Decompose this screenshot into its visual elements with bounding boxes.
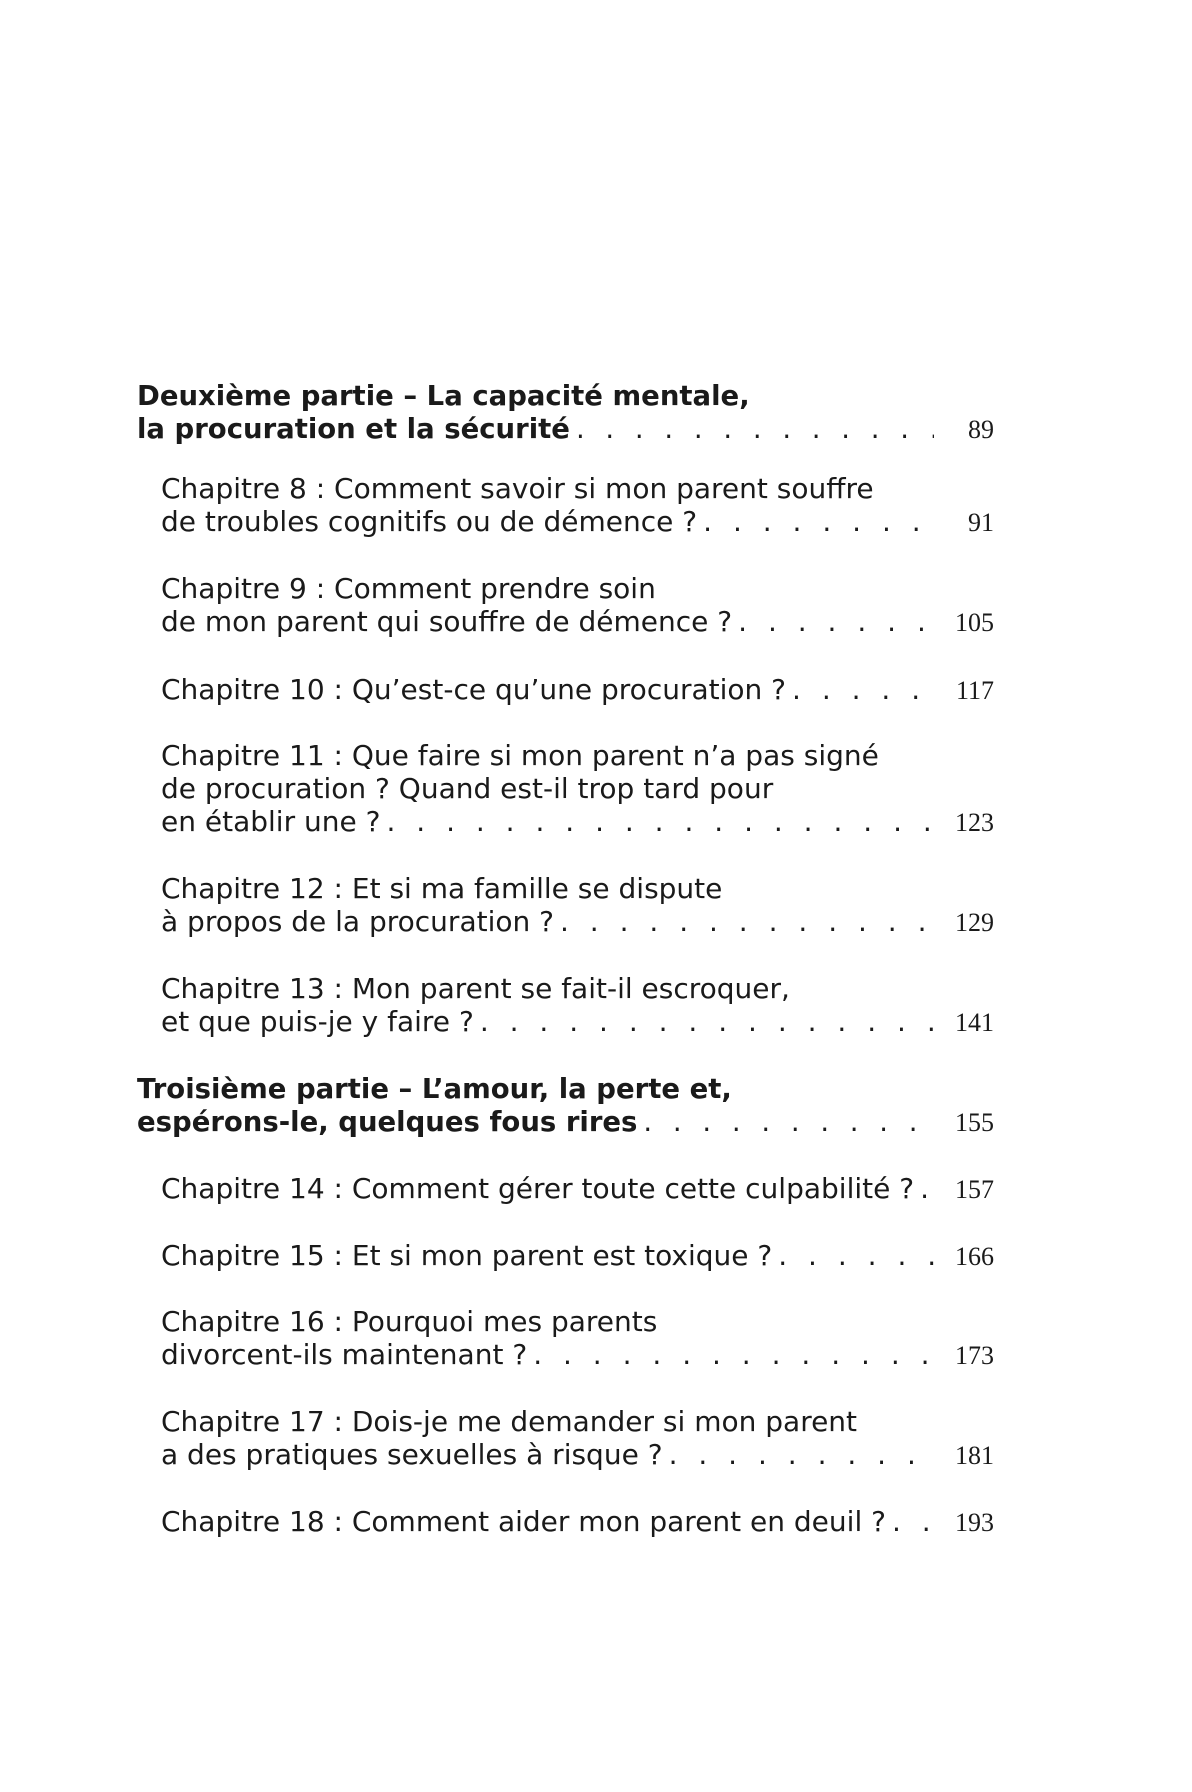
toc-page-number: 166 — [955, 1242, 994, 1271]
toc-entry-last-line — [137, 411, 994, 447]
toc-entry-last-line — [137, 1104, 994, 1140]
toc-entry-last-line — [161, 1171, 994, 1207]
toc-entry-line: Troisième partie – L’amour, la perte et, — [137, 1073, 732, 1105]
toc-entry-line: espérons-le, quelques fous rires — [137, 1106, 638, 1138]
toc-page-number: 117 — [955, 676, 994, 705]
toc-entry-line: Chapitre 16 : Pourquoi mes parents — [161, 1305, 658, 1338]
toc-entry-line: de mon parent qui souffre de démence ? — [161, 605, 733, 638]
toc-entry-last-line — [161, 1337, 994, 1373]
toc-entry-last-line — [161, 1238, 994, 1274]
toc-page-number: 141 — [955, 1008, 994, 1037]
toc-page-number: 91 — [968, 508, 994, 537]
toc-entry-last-line — [161, 804, 994, 840]
dot-leader — [792, 672, 934, 708]
toc-entry-last-line — [161, 1504, 994, 1540]
toc-entry-line: Chapitre 10 : Qu’est-ce qu’une procuration ? — [161, 673, 787, 706]
toc-page-number: 89 — [968, 415, 994, 444]
toc-page-number: 157 — [955, 1175, 994, 1204]
toc-entry-last-line — [161, 1437, 994, 1473]
toc-entry-last-line — [161, 904, 994, 940]
toc-entry-line: Deuxième partie – La capacité mentale, — [137, 380, 750, 412]
dot-leader — [703, 504, 934, 540]
toc-entry-line: Chapitre 17 : Dois-je me demander si mon parent — [161, 1405, 858, 1438]
toc-entry-last-line — [161, 672, 994, 708]
toc-entry-line: Chapitre 11 : Que faire si mon parent n’a pas signé — [161, 739, 879, 772]
toc-page-number: 155 — [955, 1108, 994, 1137]
toc-entry-line: Chapitre 9 : Comment prendre soin — [161, 572, 656, 605]
toc-entry-line: Chapitre 8 : Comment savoir si mon parent souffre — [161, 472, 874, 505]
dot-leader — [920, 1171, 934, 1207]
toc-entry-line: Chapitre 15 : Et si mon parent est toxique ? — [161, 1239, 773, 1272]
toc-entry-line: Chapitre 18 : Comment aider mon parent en deuil ? — [161, 1505, 886, 1538]
toc-page-number: 129 — [955, 908, 994, 937]
toc-page-number: 181 — [955, 1441, 994, 1470]
dot-leader — [576, 411, 934, 447]
toc-page-number: 193 — [955, 1508, 994, 1537]
toc-entry-line: de troubles cognitifs ou de démence ? — [161, 505, 698, 538]
dot-leader — [560, 904, 934, 940]
dot-leader — [892, 1504, 934, 1540]
toc-entry-line: la procuration et la sécurité — [137, 413, 570, 445]
toc-entry-line: et que puis-je y faire ? — [161, 1005, 474, 1038]
toc-page-number: 105 — [955, 608, 994, 637]
toc-entry-line: de procuration ? Quand est-il trop tard pour — [161, 772, 774, 805]
dot-leader — [386, 804, 934, 840]
toc-entry-last-line — [161, 1004, 994, 1040]
toc-entry-last-line — [161, 504, 994, 540]
dot-leader — [778, 1238, 934, 1274]
toc-page-number: 123 — [955, 808, 994, 837]
toc-entry-line: Chapitre 13 : Mon parent se fait-il escroquer, — [161, 972, 790, 1005]
toc-entry-line: à propos de la procuration ? — [161, 905, 554, 938]
dot-leader — [533, 1337, 934, 1373]
toc-entry-line: Chapitre 12 : Et si ma famille se dispute — [161, 872, 723, 905]
dot-leader — [480, 1004, 934, 1040]
dot-leader — [669, 1437, 934, 1473]
dot-leader — [643, 1104, 934, 1140]
toc-entry-line: a des pratiques sexuelles à risque ? — [161, 1438, 663, 1471]
toc-entry-line: Chapitre 14 : Comment gérer toute cette culpabilité ? — [161, 1172, 915, 1205]
dot-leader — [738, 604, 934, 640]
toc-entry-line: en établir une ? — [161, 805, 381, 838]
toc-entry-line: divorcent-ils maintenant ? — [161, 1338, 528, 1371]
toc-page-number: 173 — [955, 1341, 994, 1370]
toc-entry-last-line — [161, 604, 994, 640]
